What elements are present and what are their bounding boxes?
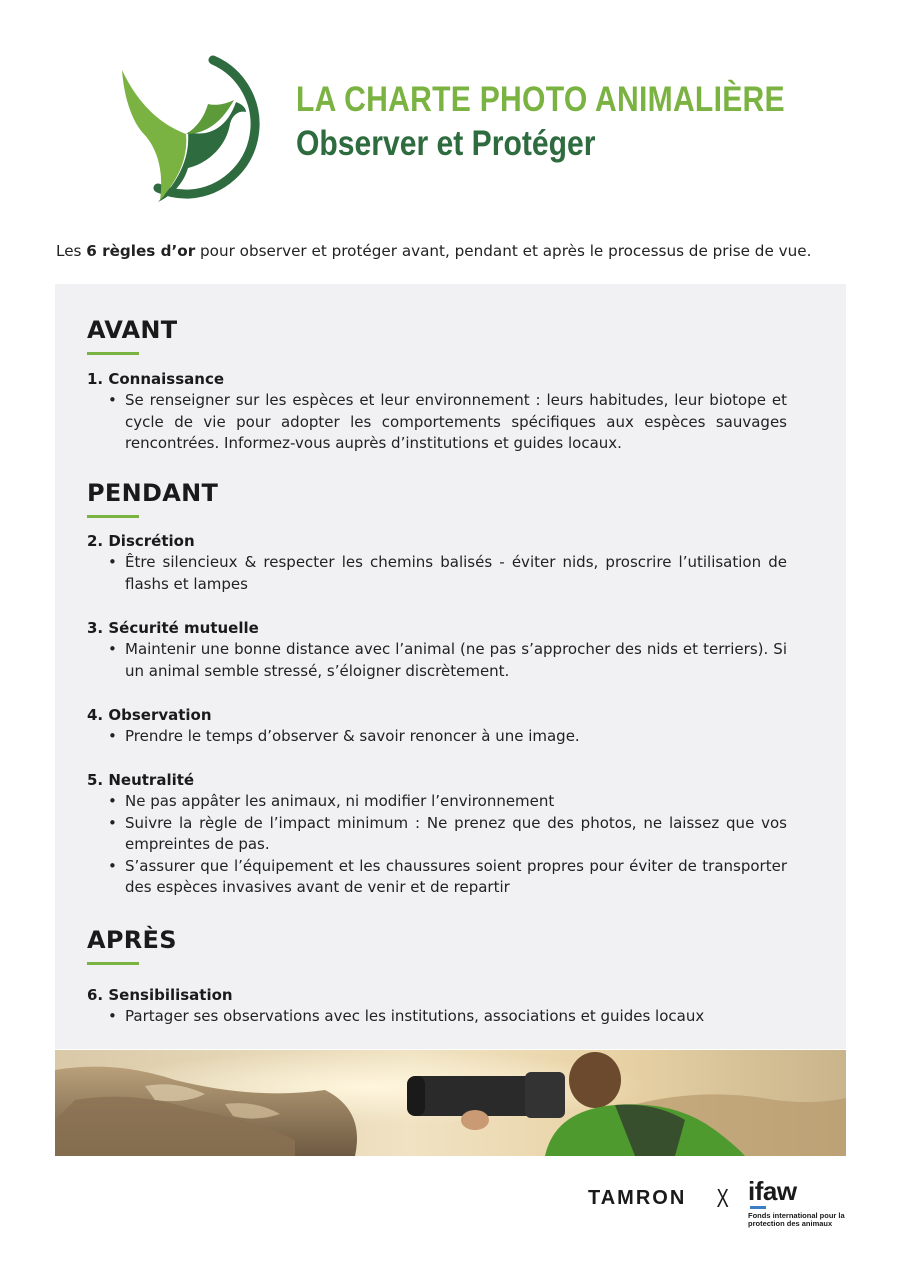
section-underline <box>87 515 139 518</box>
rule-sensibilisation <box>87 984 787 1028</box>
rule-bullets <box>108 791 787 899</box>
rule-neutralite <box>87 769 787 899</box>
section-underline <box>87 352 139 355</box>
intro-text <box>56 242 856 260</box>
ifaw-wordmark: ifaw <box>748 1176 797 1206</box>
rule-title: 4. Observation <box>87 706 212 724</box>
rule-title: 1. Connaissance <box>87 370 225 388</box>
rule-bullet: • Se renseigner sur les espèces et leur environnement : leurs habitudes, leur biotope et cycle de vie pour adopter les comportements spécifiques aux espèces sauvages rencontrées. Informez-vous auprès d’institutions et guides locaux. <box>108 390 787 455</box>
rule-bullets <box>108 639 787 682</box>
rule-bullets <box>108 552 787 595</box>
rule-securite <box>87 617 787 682</box>
ifaw-tagline: Fonds international pour la protection des animaux <box>748 1211 845 1228</box>
rule-bullets <box>108 390 787 455</box>
section-heading: AVANT <box>87 316 178 344</box>
rule-bullet: • Suivre la règle de l’impact minimum : Ne prenez que des photos, ne laissez que vos empreintes de pas. <box>108 813 787 856</box>
brand-separator: X <box>716 1183 729 1213</box>
rule-bullets <box>108 726 787 748</box>
intro-prefix: Les <box>56 242 87 260</box>
section-underline <box>87 962 139 965</box>
rule-bullet: • S’assurer que l’équipement et les chaussures soient propres pour éviter de transporter des espèces invasives avant de venir et de repartir <box>108 856 787 899</box>
tamron-logo: TAMRON <box>588 1187 687 1209</box>
rule-bullet: • Ne pas appâter les animaux, ni modifier l’environnement <box>108 791 787 813</box>
rule-bullet: • Partager ses observations avec les institutions, associations et guides locaux <box>108 1006 787 1028</box>
rule-bullets <box>108 1006 787 1028</box>
rule-bullet: • Maintenir une bonne distance avec l’animal (ne pas s’approcher des nids et terriers). Si un animal semble stressé, s’éloigner discrètement. <box>108 639 787 682</box>
photographer-photo <box>55 1050 846 1156</box>
rule-bullet: • Prendre le temps d’observer & savoir renoncer à une image. <box>108 726 787 748</box>
rule-title: 3. Sécurité mutuelle <box>87 619 259 637</box>
ifaw-logo <box>748 1177 848 1228</box>
bird-check-logo <box>118 52 270 208</box>
section-apres <box>87 926 177 965</box>
rule-title: 2. Discrétion <box>87 532 195 550</box>
title-line-2: Observer et Protéger <box>296 124 596 163</box>
section-heading: APRÈS <box>87 926 177 954</box>
section-heading: PENDANT <box>87 479 219 507</box>
rule-title: 5. Neutralité <box>87 771 195 789</box>
section-avant <box>87 316 177 355</box>
section-pendant <box>87 479 218 518</box>
title-line-1: LA CHARTE PHOTO ANIMALIÈRE <box>296 80 785 119</box>
rule-title: 6. Sensibilisation <box>87 986 233 1004</box>
rule-discretion <box>87 530 787 595</box>
ifaw-accent-bar <box>750 1206 766 1209</box>
page-title <box>296 80 864 164</box>
rule-bullet: • Être silencieux & respecter les chemins balisés - éviter nids, proscrire l’utilisation de flashs et lampes <box>108 552 787 595</box>
rule-observation <box>87 704 787 748</box>
rule-connaissance <box>87 368 787 455</box>
intro-suffix: pour observer et protéger avant, pendant et après le processus de prise de vue. <box>195 242 812 260</box>
intro-bold: 6 règles d’or <box>86 242 196 260</box>
